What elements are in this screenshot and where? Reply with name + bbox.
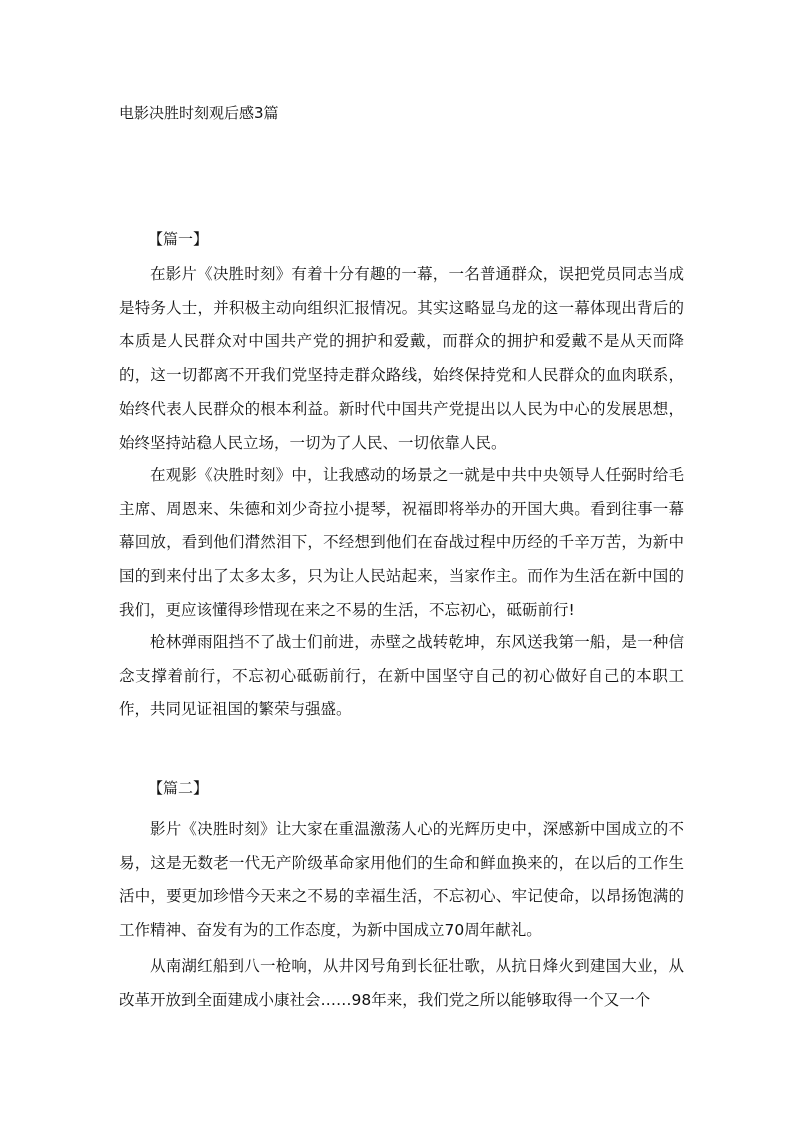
paragraph-2-1: 影片《决胜时刻》让大家在重温激荡人心的光辉历史中，深感新中国成立的不易，这是无数老一代无产阶级革命家用他们的生命和鲜血换来的，在以后的工作生活中，要更加珍惜今天来之不易的幸福生活，不忘初心、牢记使命，以昂扬饱满的工作精神、奋发有为的工作态度，为新中国成立70周年献礼。 (119, 820, 684, 940)
paragraph-1-3: 枪林弹雨阻挡不了战士们前进，赤壁之战转乾坤，东风送我第一船，是一种信念支撑着前行，不忘初心砥砺前行，在新中国坚守自己的初心做好自己的本职工作，共同见证祖国的繁荣与强盛。 (119, 633, 684, 719)
document-title: 电影决胜时刻观后感3篇 (119, 104, 279, 122)
section-heading-1: 【篇一】 (148, 230, 209, 248)
paragraph-2-2: 从南湖红船到八一枪响，从井冈号角到长征壮歌，从抗日烽火到建国大业，从改革开放到全面建成小康社会……98年来，我们党之所以能够取得一个又一个 (119, 957, 684, 1009)
paragraph-1-1: 在影片《决胜时刻》有着十分有趣的一幕，一名普通群众，误把党员同志当成是特务人士，并积极主动向组织汇报情况。其实这略显乌龙的这一幕体现出背后的本质是人民群众对中国共产党的拥护和爱戴，而群众的拥护和爱戴不是从天而降的，这一切都离不开我们党坚持走群众路线，始终保持党和人民群众的血肉联系，始终代表人民群众的根本利益。新时代中国共产党提出以人民为中心的发展思想，始终坚持站稳人民立场，一切为了人民、一切依靠人民。 (119, 265, 684, 452)
paragraph-1-2: 在观影《决胜时刻》中，让我感动的场景之一就是中共中央领导人任弼时给毛主席、周恩来、朱德和刘少奇拉小提琴，祝福即将举办的开国大典。看到往事一幕幕回放，看到他们潸然泪下，不经想到他们在奋战过程中历经的千辛万苦，为新中国的到来付出了太多太多，只为让人民站起来，当家作主。而作为生活在新中国的我们，更应该懂得珍惜现在来之不易的生活，不忘初心，砥砺前行! (119, 466, 684, 619)
section-heading-2: 【篇二】 (148, 779, 209, 797)
